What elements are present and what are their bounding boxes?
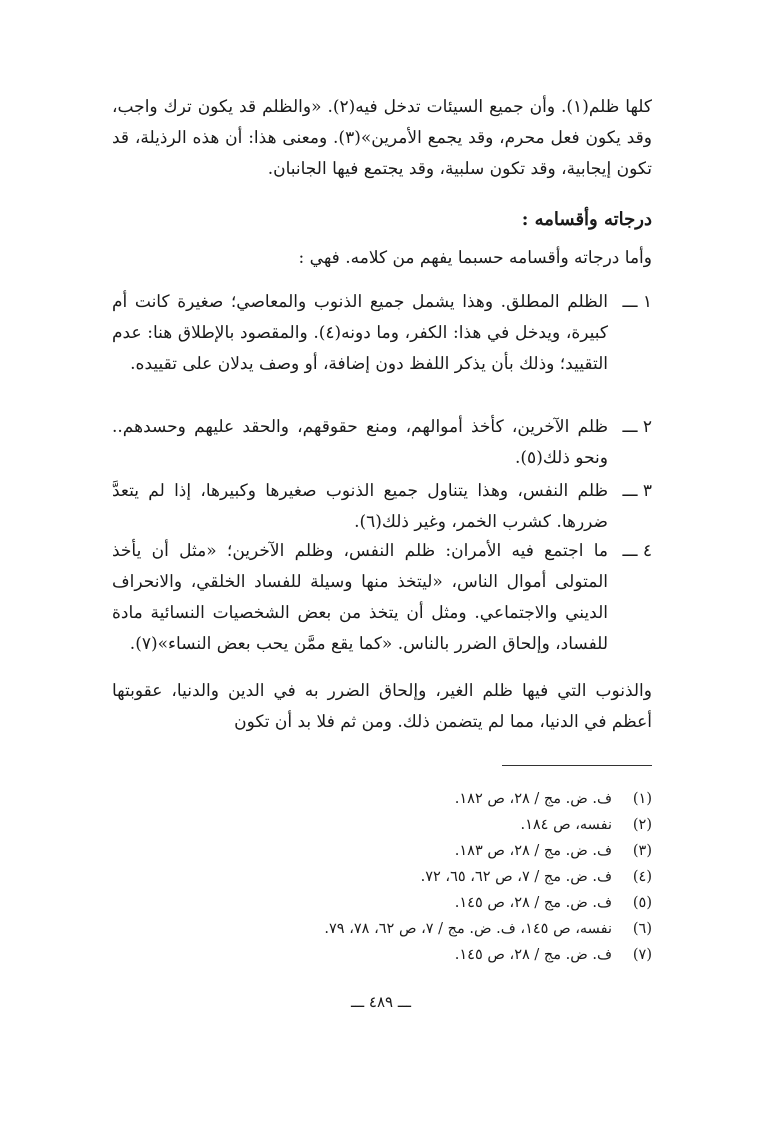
list-item bbox=[112, 412, 652, 474]
footnote-number: (٥) bbox=[632, 895, 652, 911]
footnote-text: نفسه، ص ١٤٥، ف. ض. مج / ٧، ص ٦٢، ٧٨، ٧٩. bbox=[324, 921, 612, 937]
list-item-text: الظلم المطلق. وهذا يشمل جميع الذنوب والمعاصي؛ صغيرة كانت أم كبيرة، ويدخل في هذا: الكفر، وما دونه(٤). والمقصود بالإطلاق هنا: عدم التقييد؛ وذلك بأن يذكر اللفظ دون إضافة، أو وصف يدلان على تقييده. bbox=[112, 292, 608, 374]
footnote bbox=[112, 812, 652, 838]
footnote bbox=[112, 786, 652, 812]
footnote bbox=[112, 942, 652, 968]
footnote bbox=[112, 838, 652, 864]
footnote-text: ف. ض. مج / ٢٨، ص ١٤٥. bbox=[454, 947, 612, 963]
footnote-divider bbox=[502, 765, 652, 766]
footnote-text: ف. ض. مج / ٢٨، ص ١٨٢. bbox=[454, 791, 612, 807]
footnote-number: (٧) bbox=[632, 947, 652, 963]
list-item-text: ما اجتمع فيه الأمران: ظلم النفس، وظلم الآخرين؛ «مثل أن يأخذ المتولى أموال الناس، «ليتخذ منها وسيلة للفساد الخلقي، والانحراف الديني والاجتماعي. ومثل أن يتخذ من بعض الشخصيات النسائية مادة للفساد، وإلحاق الضرر بالناس. «كما يقع ممَّن يحب بعض النساء»(٧). bbox=[112, 541, 608, 654]
footnote bbox=[112, 864, 652, 890]
footnote-number: (٦) bbox=[632, 921, 652, 937]
intro-paragraph: وأما درجاته وأقسامه حسبما يفهم من كلامه. فهي : bbox=[298, 248, 652, 268]
list-item bbox=[112, 476, 652, 538]
list-item-number: ٤ ـــ bbox=[622, 541, 652, 561]
list-item-number: ٢ ـــ bbox=[622, 417, 652, 437]
list-item bbox=[112, 536, 652, 660]
footnote-number: (٢) bbox=[632, 817, 652, 833]
list-item-number: ٣ ـــ bbox=[622, 481, 652, 501]
footnote-number: (٤) bbox=[632, 869, 652, 885]
footnote bbox=[112, 890, 652, 916]
footnote bbox=[112, 916, 652, 942]
footnote-text: ف. ض. مج / ٧، ص ٦٢، ٦٥، ٧٢. bbox=[420, 869, 612, 885]
page-number: ـــ ٤٨٩ ـــ bbox=[350, 993, 412, 1011]
footnote-text: ف. ض. مج / ٢٨، ص ١٨٣. bbox=[454, 843, 612, 859]
opening-paragraph: كلها ظلم(١). وأن جميع السيئات تدخل فيه(٢). «والظلم قد يكون ترك واجب، وقد يكون فعل محرم، وقد يجمع الأمرين»(٣). ومعنى هذا: أن هذه الرذيلة، قد تكون إيجابية، وقد تكون سلبية، وقد يجتمع فيها الجانبان. bbox=[112, 97, 653, 179]
footnotes-list bbox=[112, 786, 652, 968]
footnote-text: نفسه، ص ١٨٤. bbox=[520, 817, 612, 833]
footnote-number: (١) bbox=[632, 791, 652, 807]
list-item-number: ١ ـــ bbox=[622, 292, 652, 312]
footnote-text: ف. ض. مج / ٢٨، ص ١٤٥. bbox=[454, 895, 612, 911]
list-item-text: ظلم الآخرين، كأخذ أموالهم، ومنع حقوقهم، والحقد عليهم وحسدهم.. ونحو ذلك(٥). bbox=[112, 417, 608, 468]
list-item-text: ظلم النفس، وهذا يتناول جميع الذنوب صغيرها وكبيرها، إذا لم يتعدَّ ضررها. كشرب الخمر، وغير ذلك(٦). bbox=[112, 481, 608, 532]
closing-paragraph: والذنوب التي فيها ظلم الغير، وإلحاق الضرر به في الدين والدنيا، عقوبتها أعظم في الدنيا، مما لم يتضمن ذلك. ومن ثم فلا بد أن تكون bbox=[112, 681, 652, 732]
section-heading: درجاته وأقسامه : bbox=[521, 209, 652, 230]
footnote-number: (٣) bbox=[632, 843, 652, 859]
list-item bbox=[112, 287, 652, 380]
